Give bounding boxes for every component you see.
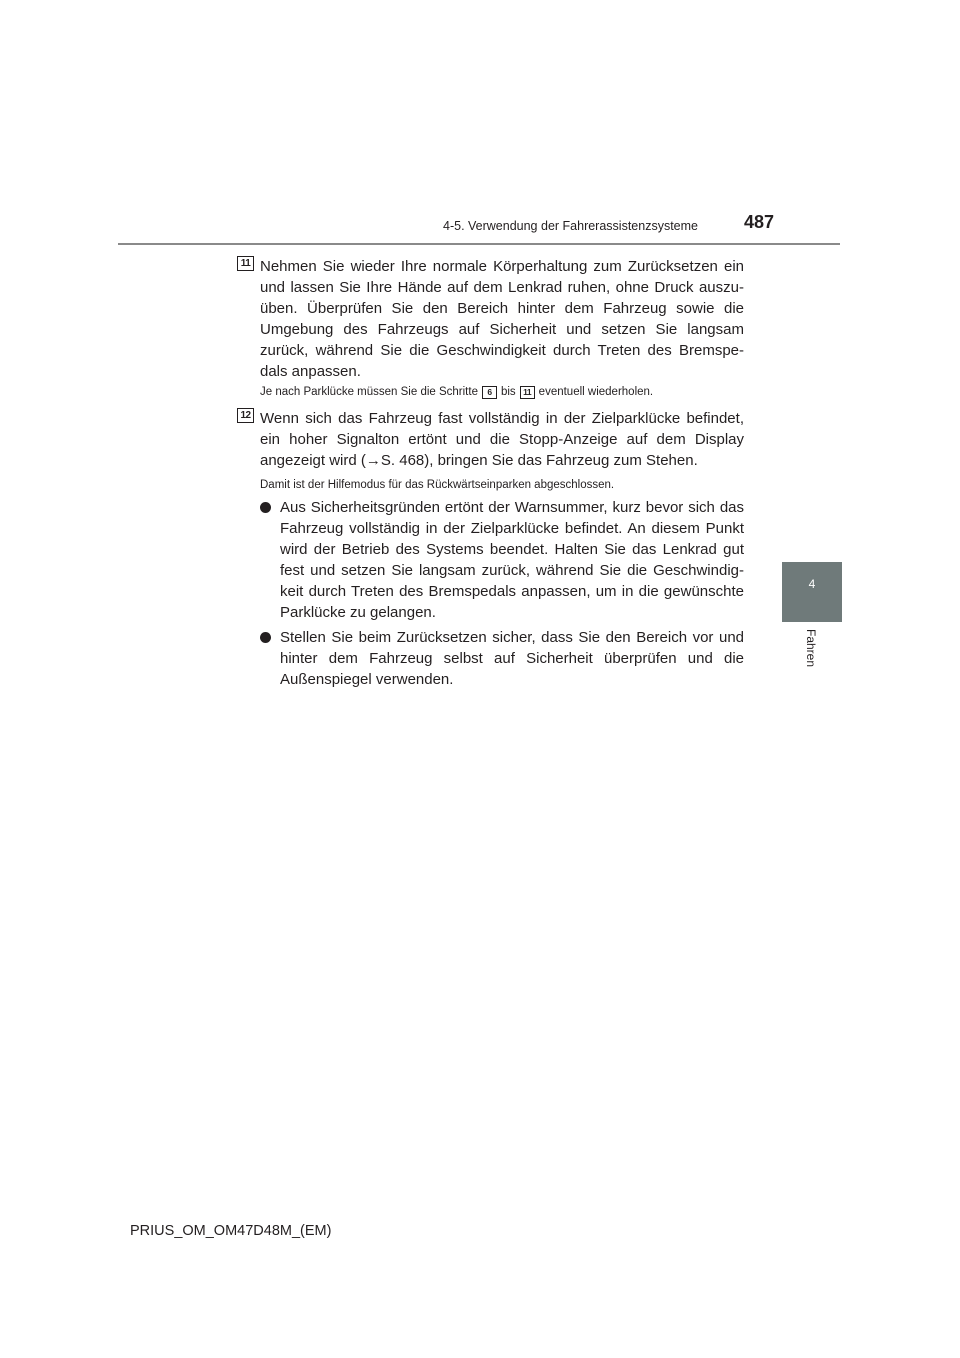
chapter-label: Fahren — [804, 629, 818, 668]
chapter-tab[interactable] — [782, 562, 842, 622]
bullet-icon — [260, 632, 271, 643]
note-mode-finished: Damit ist der Hilfemodus für das Rückwärtseinparken abgeschlossen. — [260, 479, 615, 491]
list-item — [260, 497, 744, 623]
step-12 — [237, 408, 744, 471]
step-11 — [237, 256, 744, 382]
step-text: Nehmen Sie wieder Ihre normale Körperhaltung zum Zurücksetzen ein und lassen Sie Ihre Hände auf dem Lenkrad ruhen, ohne Druck auszu-üben. Überprüfen Sie den Bereich hinter dem Fahrzeug sowie die Umgebung des Fahrzeugs auf Sicherheit und setzen Sie langsam zurück, während Sie die Geschwindigkeit durch Treten des Bremspe-dals anpassen. — [260, 258, 744, 380]
note-text: Je nach Parklücke müssen Sie die Schritte — [260, 386, 478, 398]
step-number-badge: 11 — [237, 256, 254, 271]
bullet-icon — [260, 502, 271, 513]
page-number: 487 — [743, 212, 774, 232]
step-ref-badge[interactable]: 11 — [520, 386, 535, 399]
step-text: Wenn sich das Fahrzeug fast vollständig in der Zielparklücke befindet, ein hoher Signalton ertönt und die Stopp-Anzeige auf dem Display angezeigt wird (→S. 468), bringen Sie das Fahrzeug zum Stehen. — [260, 410, 744, 469]
step-ref-badge[interactable]: 6 — [482, 386, 497, 399]
document-code: PRIUS_OM_OM47D48M_(EM) — [130, 1223, 332, 1239]
bullet-text: Aus Sicherheitsgründen ertönt der Warnsummer, kurz bevor sich das Fahrzeug vollständig in der Zielparklücke befindet. An diesem Punkt wird der Betrieb des Systems beendet. Halten Sie das Lenkrad gut fest und setzen Sie langsam zurück, während Sie die Geschwindig-keit durch Treten des Bremspedals anpassen, um in die gewünschte Parklücke zu gelangen. — [280, 499, 744, 621]
section-title: 4-5. Verwendung der Fahrerassistenzsysteme — [443, 219, 698, 233]
note-text: eventuell wiederholen. — [538, 386, 654, 398]
chapter-number: 4 — [808, 577, 816, 591]
bullet-text: Stellen Sie beim Zurücksetzen sicher, dass Sie den Bereich vor und hinter dem Fahrzeug selbst auf Sicherheit überprüfen und die Außenspiegel verwenden. — [280, 629, 744, 688]
step-number-badge: 12 — [237, 408, 254, 423]
header-divider — [118, 243, 840, 245]
bullet-list — [260, 497, 744, 694]
note-repeat-steps — [260, 385, 744, 400]
list-item — [260, 627, 744, 690]
note-text: bis — [500, 386, 516, 398]
